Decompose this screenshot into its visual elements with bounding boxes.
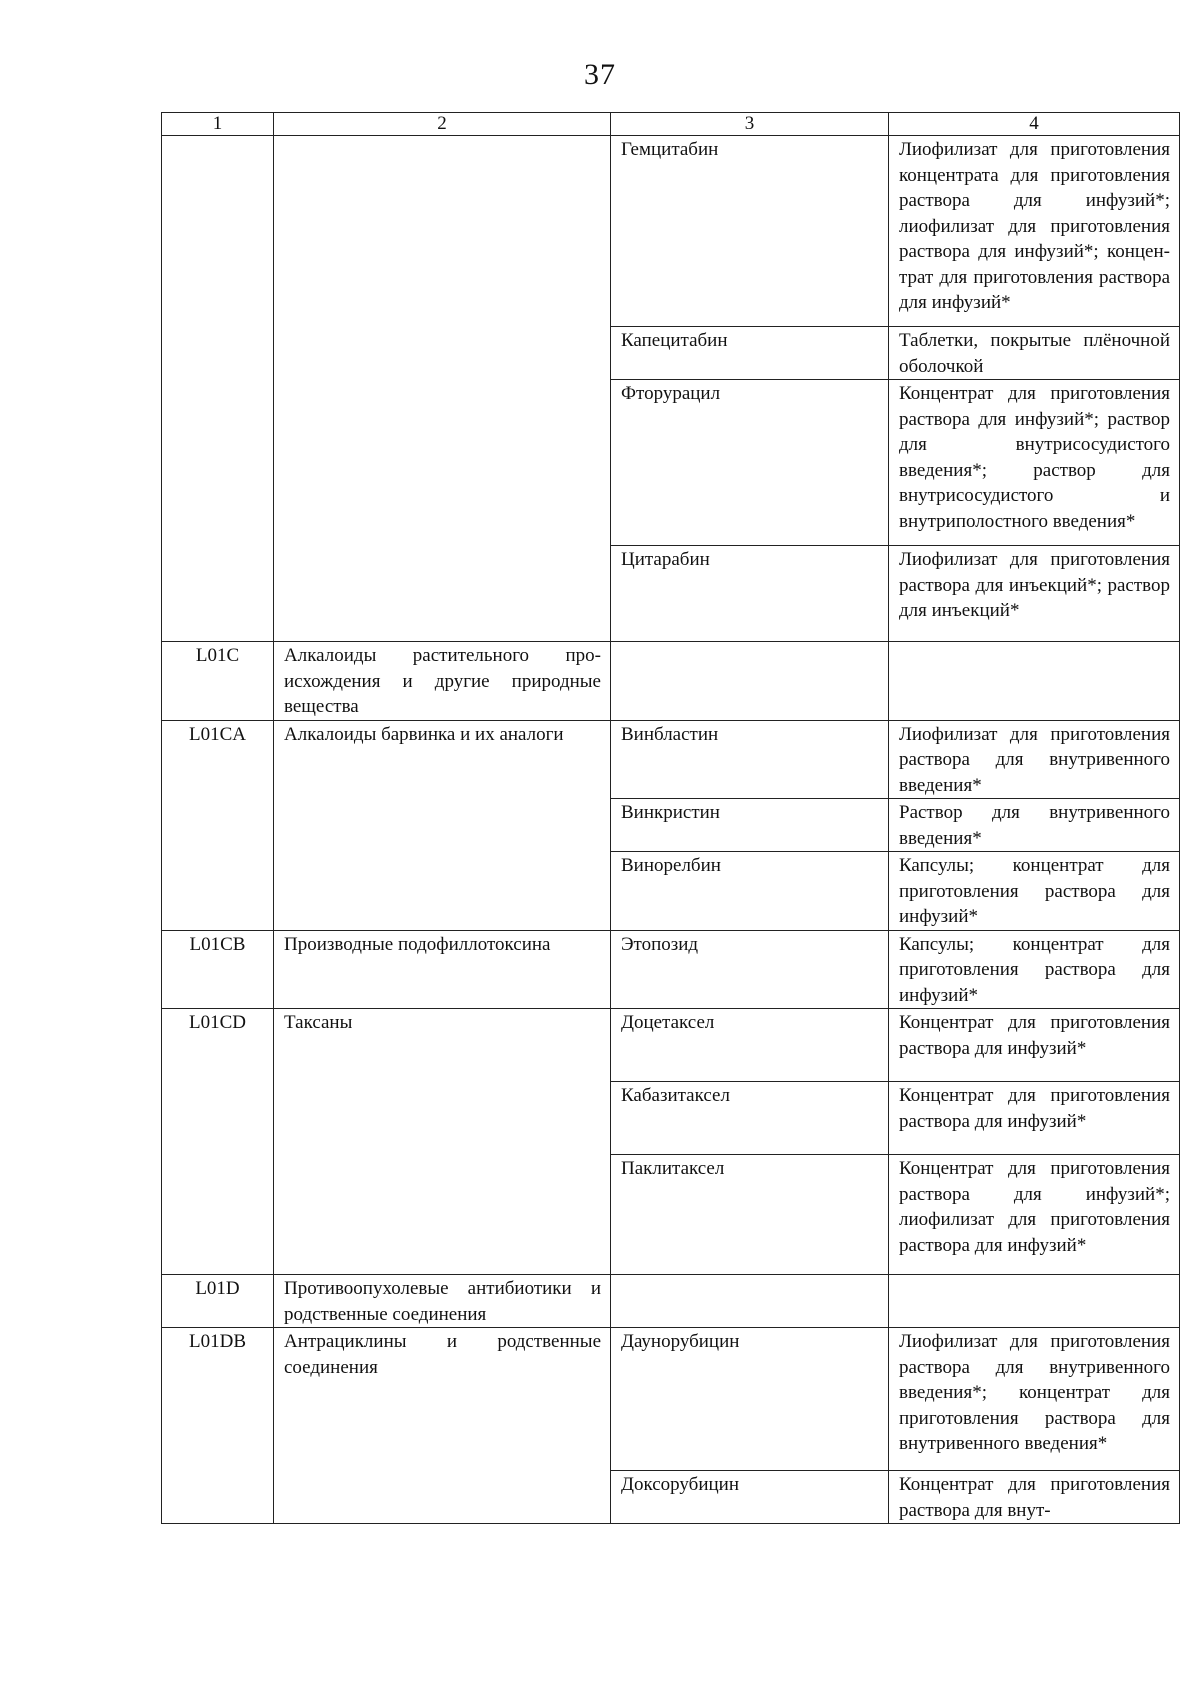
drug-name: Капецитабин (611, 327, 889, 380)
atc-code: L01DB (162, 1328, 274, 1524)
drug-name: Паклитаксел (611, 1155, 889, 1275)
drug-name-empty (611, 642, 889, 721)
dosage-form-empty (889, 1275, 1180, 1328)
page-number: 37 (584, 58, 616, 91)
dosage-form: Концентрат для приготовления раствора для инфузий* (889, 1009, 1180, 1082)
drug-name: Винорелбин (611, 852, 889, 931)
table-row (162, 136, 1180, 327)
atc-code: L01CA (162, 720, 274, 930)
drug-name-empty (611, 1275, 889, 1328)
dosage-form: Концентрат для приготовления раствора для инфузий*; лиофилизат для приготовления раствора для инфузий* (889, 1155, 1180, 1275)
header-col-1: 1 (162, 113, 274, 136)
drug-name: Этопозид (611, 930, 889, 1009)
dosage-form: Лиофилизат для приготовления раствора для инъекций*; раствор для инъекций* (889, 546, 1180, 642)
atc-code: L01CD (162, 1009, 274, 1275)
table-row (162, 930, 1180, 1009)
table-row (162, 1328, 1180, 1471)
group-name: Алкалоиды растительного происхождения и другие природные вещества (274, 642, 611, 721)
group-name: Алкалоиды барвинка и их аналоги (274, 720, 611, 930)
dosage-form: Концентрат для приготовления раствора для инфузий*; раствор для внутрисосудистого введения*; раствор для внутрисосудистого и внутриполостного введения* (889, 380, 1180, 546)
atc-code: L01C (162, 642, 274, 721)
group-name: Противоопухолевые антибиотики и родственные соединения (274, 1275, 611, 1328)
atc-code: L01D (162, 1275, 274, 1328)
atc-code: L01CB (162, 930, 274, 1009)
table-row (162, 642, 1180, 721)
dosage-form: Концентрат для приготовления раствора для инфузий* (889, 1082, 1180, 1155)
dosage-form-empty (889, 642, 1180, 721)
dosage-form: Таблетки, покрытые плёночной оболочкой (889, 327, 1180, 380)
header-row (162, 113, 1180, 136)
dosage-form: Раствор для внутривенного введения* (889, 799, 1180, 852)
header-col-4: 4 (889, 113, 1180, 136)
drug-name: Винбластин (611, 720, 889, 799)
group-name: Антрациклины и родственные соединения (274, 1328, 611, 1524)
table-row (162, 720, 1180, 799)
table-row (162, 1275, 1180, 1328)
group-name-cell (274, 136, 611, 642)
dosage-form: Капсулы; концентрат для приготовления раствора для инфузий* (889, 852, 1180, 931)
drug-name: Фторурацил (611, 380, 889, 546)
drug-name: Доксорубицин (611, 1471, 889, 1524)
dosage-form: Концентрат для приготовления раствора для внут- (889, 1471, 1180, 1524)
drug-name: Цитарабин (611, 546, 889, 642)
drug-name: Винкристин (611, 799, 889, 852)
drug-name: Кабазитаксел (611, 1082, 889, 1155)
group-name: Производные подофиллотоксина (274, 930, 611, 1009)
drug-table (161, 112, 1180, 1524)
drug-name: Даунорубицин (611, 1328, 889, 1471)
group-name: Таксаны (274, 1009, 611, 1275)
dosage-form: Лиофилизат для приготовления раствора для внутривенного введения* (889, 720, 1180, 799)
dosage-form: Лиофилизат для приготовления концентрата для приготовления раствора для инфузий*; лиофилизат для приготовления раствора для инфузий*; концентрат для приготовления раствора для инфузий* (889, 136, 1180, 327)
drug-name: Доцетаксел (611, 1009, 889, 1082)
atc-code-cell (162, 136, 274, 642)
dosage-form: Лиофилизат для приготовления раствора для внутривенного введения*; концентрат для приготовления раствора для внутривенного введения* (889, 1328, 1180, 1471)
header-col-2: 2 (274, 113, 611, 136)
drug-name: Гемцитабин (611, 136, 889, 327)
table-row (162, 1009, 1180, 1082)
header-col-3: 3 (611, 113, 889, 136)
dosage-form: Капсулы; концентрат для приготовления раствора для инфузий* (889, 930, 1180, 1009)
